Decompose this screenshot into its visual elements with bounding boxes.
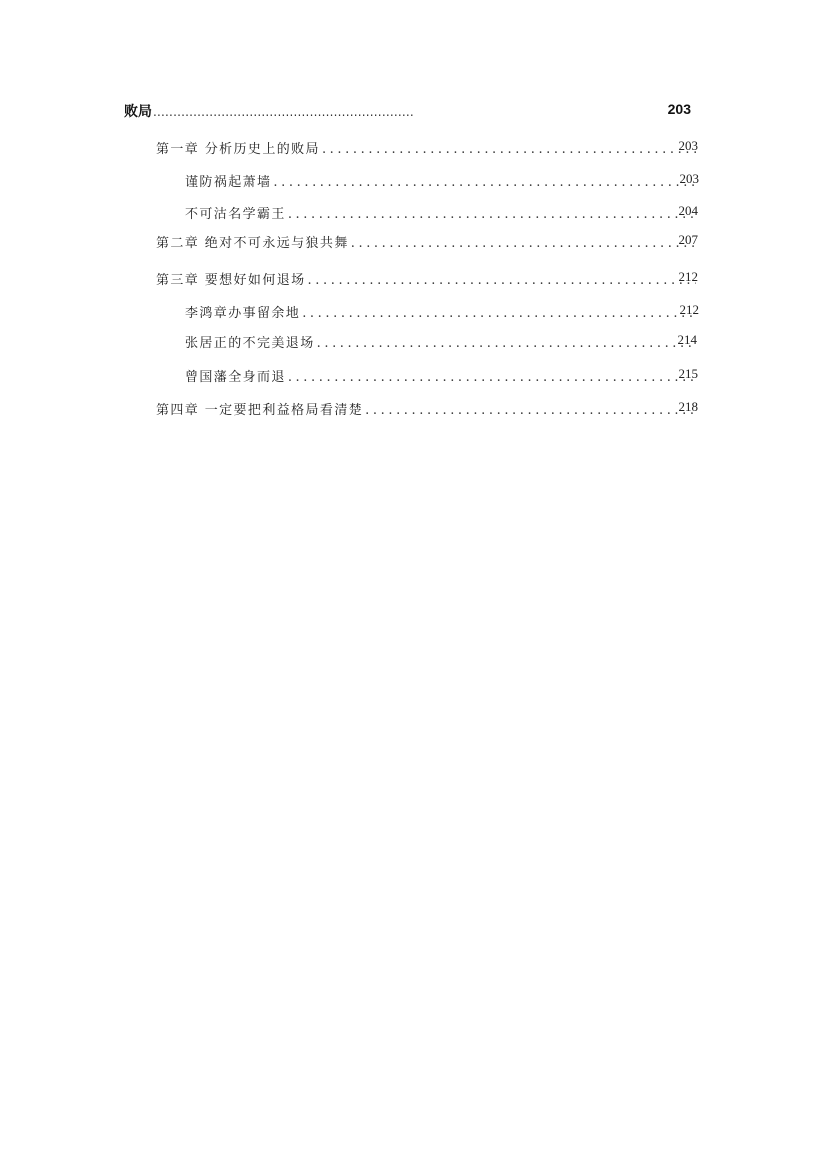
- toc-dot-leader: [302, 306, 697, 321]
- toc-part-heading[interactable]: [124, 101, 691, 121]
- toc-entry-title: 第四章 一定要把利益格局看清楚: [156, 403, 364, 418]
- toc-dot-leader: [351, 236, 696, 251]
- toc-dot-leader: [322, 142, 696, 157]
- toc-entry-title: 谨防祸起萧墙: [185, 175, 272, 190]
- toc-entry-page-number: 204: [678, 203, 698, 218]
- toc-entry-page-number: 207: [678, 232, 698, 247]
- toc-entry-page-number: 203: [678, 138, 698, 153]
- toc-dot-leader: [365, 403, 696, 418]
- toc-entry-page-number: 214: [677, 332, 697, 347]
- toc-entry-page-number: 215: [678, 366, 698, 381]
- toc-dot-leader: [288, 370, 696, 385]
- toc-entry-page-number: 212: [678, 269, 698, 284]
- toc-entry-title: 不可沽名学霸王: [185, 207, 286, 222]
- toc-entry-title: 李鸿章办事留余地: [185, 306, 301, 321]
- toc-entry-title: 第二章 绝对不可永远与狼共舞: [156, 236, 349, 251]
- toc-section-entry[interactable]: [185, 366, 698, 386]
- toc-entry-title: 第三章 要想好如何退场: [156, 273, 306, 288]
- toc-section-entry[interactable]: [185, 171, 699, 191]
- toc-dot-leader: [273, 175, 697, 190]
- toc-chapter-entry[interactable]: [156, 269, 698, 289]
- toc-entry-page-number: 212: [679, 302, 699, 317]
- toc-section-entry[interactable]: [185, 332, 697, 352]
- toc-entry-title: 曾国藩全身而退: [185, 370, 286, 385]
- toc-section-entry[interactable]: [185, 203, 698, 223]
- toc-chapter-entry[interactable]: [156, 138, 698, 158]
- toc-part-title: 败局: [124, 104, 152, 120]
- toc-dot-leader: [317, 336, 695, 351]
- toc-chapter-entry[interactable]: [156, 399, 698, 419]
- toc-dot-leader: [153, 105, 415, 119]
- toc-entry-page-number: 218: [678, 399, 698, 414]
- toc-part-page-number: 203: [667, 101, 691, 117]
- toc-section-entry[interactable]: [185, 302, 699, 322]
- toc-entry-title: 张居正的不完美退场: [185, 336, 315, 351]
- toc-chapter-entry[interactable]: [156, 232, 698, 252]
- toc-dot-leader: [288, 207, 696, 222]
- toc-entry-title: 第一章 分析历史上的败局: [156, 142, 320, 157]
- toc-entry-page-number: 203: [679, 171, 699, 186]
- toc-dot-leader: [308, 273, 696, 288]
